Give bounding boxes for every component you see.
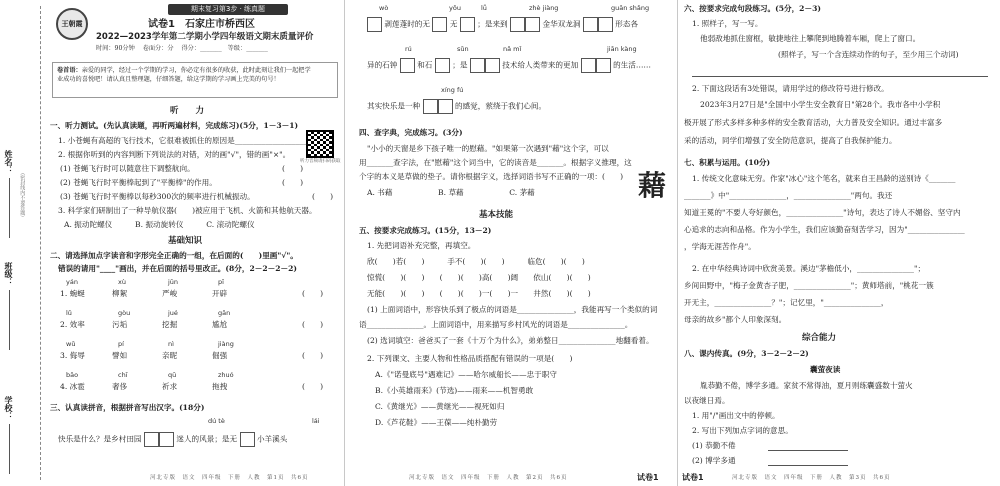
q5-1a: (1) 上面词语中，形容快乐到了极点的词语是_______________，我能再写一个类似的词 [367, 305, 658, 314]
q3-pinyin-1: dú tè [208, 417, 225, 425]
q7-1a: 1. 传统文化意味无穷。作家"冰心"这个笔名，就来自王昌龄的送别诗《_______ [692, 174, 956, 183]
char-box[interactable] [581, 58, 596, 73]
answer-line[interactable] [768, 465, 848, 466]
q5-2c: C.《黄继光》——黄继光——视死如归 [375, 402, 505, 411]
q1-3-options: A. 振动陀螺仪 B. 振动旋转仪 C. 滚动陀螺仪 [64, 220, 255, 229]
fold-line [40, 6, 41, 480]
word: 2. 效率 [60, 320, 85, 329]
q8-2b: (2) 博学多通 [692, 456, 736, 465]
q1-2: 2. 根据你听到的内容判断下列说法的对错，对的画"√"，错的画"×"。 [58, 150, 291, 159]
q3-line [58, 432, 287, 447]
q8-2: 2. 写出下列加点字词的意思。 [692, 426, 793, 435]
q1-2b: (2) 苍蝇飞行时平衡棒起到了"平衡棒"的作用。 [60, 178, 217, 187]
exam-page-1 [0, 0, 345, 486]
pinyin: lǔ [66, 309, 72, 317]
exam-page-2 [345, 0, 678, 486]
qr-label: 听力音频请扫码获取 [300, 159, 341, 164]
pinyin: wǔ [66, 340, 76, 348]
q3-text-2: 迷人的风景；是无 [176, 434, 238, 444]
pinyin: jūn [168, 278, 179, 286]
q5-1: 1. 先把词语补充完整，再填空。 [367, 241, 476, 250]
word: 污垢 [112, 320, 128, 329]
char-box[interactable] [423, 99, 438, 114]
text: ；是来到 [477, 19, 508, 29]
q8-text-2: 以夜继日焉。 [684, 396, 730, 405]
q6-2c: 采的活动，同学们增强了安全防范意识，提高了自我保护能力。 [684, 136, 897, 145]
page-footer: 河北专版 语文 四年级 下册 人教 第2页 共6页 [409, 475, 568, 482]
preface-text-1: 亲爱的同学，经过一个学期的学习，你必定有很多的收获，此时此刻让我们一起把学 [81, 67, 311, 74]
q3-line-3 [367, 58, 651, 73]
q7-heading: 七、积累与运用。(10分) [684, 158, 771, 167]
word: 1. 蜿蜒 [60, 289, 85, 298]
comp-title: 综合能力 [802, 333, 837, 343]
word: 开辟 [212, 289, 228, 298]
listen-title: 听 力 [170, 106, 205, 116]
binding-strip [0, 0, 46, 486]
class-field[interactable] [9, 290, 10, 350]
q3-line-4 [367, 99, 546, 114]
q6-2b: 极开展了形式多样多种多样的安全教育活动，大力普及安全知识。通过丰富多 [684, 118, 943, 127]
pinyin: pí [118, 340, 124, 348]
q7-1c: 知道王冕的"不要人夸好颜色，_______________"诗句，表达了诗人不媚俗、坚守内 [684, 208, 961, 217]
char-box[interactable] [470, 58, 485, 73]
grade-label: 等级： [227, 45, 247, 52]
q4-text-3: 个字的本义是草做的垫子。请你根据字义，选择词语书写不正确的一项：( ) [359, 172, 624, 181]
char-box[interactable] [598, 17, 613, 32]
char-box[interactable] [144, 432, 159, 447]
q5-1b: 语_______________。上面词语中，用来描写乡村风光的词语是_______________。 [359, 320, 633, 329]
word: 4. 冰雹 [60, 382, 85, 391]
pinyin: lǚ [481, 4, 487, 12]
banner: 期末复习第3步 · 练真题 [168, 4, 288, 15]
word: 亲昵 [162, 351, 178, 360]
pinyin: jué [168, 309, 178, 317]
q4-options: A. 书藉 B. 草藉 C. 茅藉 [367, 188, 535, 197]
q1-heading: 一、听力测试。(先认真读题，再听两遍材料，完成练习)(5分，1－3－1) [50, 121, 299, 130]
answer-paren[interactable]: ( ) [302, 320, 324, 329]
word: 奢侈 [112, 382, 128, 391]
preface-text-2: 业成功的喜悦吧！请认真且整理题，仔细答题，给这学期的学习画上完美的句号！ [57, 76, 280, 84]
text: 无 [449, 19, 458, 29]
text: 的生活…… [613, 60, 652, 70]
q7-2c: 开无主，_______________？"；记忆里，"_______________， [684, 298, 889, 307]
pinyin: bāo [66, 371, 79, 379]
text: 形态各 [615, 19, 639, 29]
char-box[interactable] [367, 17, 382, 32]
pinyin: gòu [118, 309, 131, 317]
answer-paren[interactable]: ( ) [282, 178, 304, 187]
q5-2d: D.《芦花鞋》——王葆——纯朴勤劳 [375, 418, 498, 427]
q3-pinyin-2: lái [312, 417, 320, 425]
pinyin: xù [118, 278, 126, 286]
q7-1e: ，学海无涯苦作舟"。 [684, 242, 756, 251]
q6-2a: 2023年3月27日是"全国中小学生安全教育日"第28个。我市各中小学积 [700, 100, 941, 109]
pinyin: xíng fú [441, 86, 464, 94]
school-field[interactable] [9, 424, 10, 474]
exam-info: 时间：90分钟 卷面分：分 得分：_______ 等级：_______ [96, 45, 268, 52]
word: 倔强 [212, 351, 228, 360]
q6-1a: 他弱敌地抓住窗框，敏捷地往上攀爬到地腾着车厢，爬上了窗口。 [700, 34, 921, 43]
q7-2e: 母亲的故乡"都个人印象深刻。 [684, 315, 787, 324]
q6-heading: 六、按要求完成句段练习。(5分，2－3) [684, 4, 821, 13]
q8-title: 囊萤夜读 [810, 365, 841, 374]
text: 剥莲蓬时的无 [384, 19, 430, 29]
skill-title: 基本技能 [479, 210, 514, 220]
q7-1d: 心追求的志向和品格。作为小学生，我们应该勤奋刻苦学习，因为"_______________ [684, 225, 965, 234]
pinyin: wò [379, 4, 389, 12]
q3-text-3: 小羊溪头 [256, 434, 288, 444]
q8-2a: (1) 恭勤不倦 [692, 441, 736, 450]
answer-paren[interactable]: ( ) [302, 351, 324, 360]
seal-note: （密封线内不要答题） [19, 170, 26, 220]
word: 3. 侮辱 [60, 351, 85, 360]
char-box[interactable] [460, 17, 475, 32]
q3-text-1: 快乐是什么？是乡村田园 [58, 434, 142, 444]
q2-heading-b: 错误的请用"____"画出，并在后面的括号里改正。(8分，2－2－2－2) [58, 264, 297, 273]
seal-character: 藉 [637, 169, 666, 202]
q6-1b: (照样子，写一个含连续动作的句子，至少用三个动词) [778, 50, 959, 59]
pinyin: guān shǎng [611, 4, 650, 12]
pinyin: yán [66, 278, 78, 286]
text: 技术给人类带来的更加 [502, 60, 579, 70]
page-footer: 河北专版 语文 四年级 下册 人教 第1页 共6页 [150, 475, 309, 482]
paper-tag: 试卷1 [637, 473, 659, 482]
answer-paren[interactable]: ( ) [302, 382, 324, 391]
q1-2c: (3) 苍蝇飞行时平衡棒以每秒300次的频率进行机械振动。 [60, 192, 255, 201]
q1-1: 1. 小苍蝇有高超的飞行技术，它很难被抓住的原因是____________________。 [58, 136, 319, 145]
paper-tag: 试卷1 [682, 473, 704, 482]
char-box[interactable] [159, 432, 174, 447]
score-label: 卷面分：分 [142, 45, 174, 52]
idiom-row-1[interactable]: 欣( )若( ) 手不( )( ) 临危( )( ) [367, 257, 585, 266]
page-subtitle: 2022—2023学年第二学期小学四年级语文期末质量评价 [96, 32, 314, 42]
char-box[interactable] [525, 17, 540, 32]
pinyin: pī [218, 278, 224, 286]
text: 金华双龙洞 [542, 19, 581, 29]
text: 和石 [417, 60, 433, 70]
char-box[interactable] [510, 17, 525, 32]
text: ；是 [452, 60, 468, 70]
q7-2b: 乡间田野中，"梅子金黄杏子肥，_______________"；黄师塔前，"桃花一簇 [684, 281, 934, 290]
char-box[interactable] [583, 17, 598, 32]
pinyin: jiàng [218, 340, 234, 348]
q6-1: 1. 照样子，写一写。 [692, 19, 763, 28]
char-box[interactable] [438, 99, 453, 114]
q5-2a: A.《"诺曼底号"遇难记》——哈尔威船长——忠于职守 [375, 370, 557, 379]
char-box[interactable] [240, 432, 255, 447]
class-label: 班级： [4, 262, 14, 286]
word: 严峻 [162, 289, 178, 298]
answer-paren[interactable]: ( ) [302, 289, 324, 298]
q1-3: 3. 科学家们研制出了一种导航仪器( )被应用于飞机、火箭和其他航天器。 [58, 206, 317, 215]
char-box[interactable] [485, 58, 500, 73]
word: 尴尬 [212, 320, 228, 329]
q4-text-1: "小小的天窗是乡下孩子唯一的慰藉。"如果第一次遇到"藉"这个字，可以 [367, 144, 609, 153]
pinyin: qū [168, 371, 177, 379]
pinyin: zhè jiàng [529, 4, 559, 12]
name-label: 姓名： [4, 150, 14, 174]
name-field[interactable] [9, 178, 10, 238]
q3-heading: 三、认真读拼音，根据拼音写出汉字。(18分) [50, 403, 205, 412]
text: 异的石钟 [367, 60, 398, 70]
char-box[interactable] [400, 58, 415, 73]
q5-heading: 五、按要求完成练习。(15分，13－2) [359, 226, 492, 235]
answer-paren[interactable]: ( ) [282, 164, 304, 173]
char-box[interactable] [435, 58, 450, 73]
exam-page-3 [678, 0, 1000, 486]
pinyin: jiān kàng [607, 45, 637, 53]
word: 挖掘 [162, 320, 178, 329]
q3-line-2 [367, 17, 638, 32]
word: 柳絮 [112, 289, 128, 298]
q2-heading: 二、请选择加点字读音和字形完全正确的一组，在后面的( )里画"√"。 [50, 251, 298, 260]
char-box[interactable] [432, 17, 447, 32]
q5-1c: (2) 选词填空：爸爸买了一套《十万个为什么》，弟弟整日_______________地翻看着。 [367, 336, 654, 345]
answer-line[interactable] [768, 450, 848, 451]
q6-2: 2. 下面这段话有3处错误，请用学过的修改符号进行修改。 [692, 84, 889, 93]
school-label: 学校： [4, 396, 14, 420]
pinyin: gān [218, 309, 231, 317]
pinyin: zhuó [218, 371, 234, 379]
pinyin: sǔn [457, 45, 469, 53]
q4-text-2: 用_______查字法，在"慰藉"这个词当中，它的读音是_______。根据字义推理，这 [359, 158, 632, 167]
word: 拖拽 [212, 382, 228, 391]
logo: 王朝霞 [56, 8, 88, 40]
word: 祈求 [162, 382, 178, 391]
page-footer: 河北专版 语文 四年级 下册 人教 第3页 共6页 [732, 475, 891, 482]
q1-2a: (1) 苍蝇飞行时可以随意往下调整航向。 [60, 164, 195, 173]
pinyin: rú [405, 45, 412, 53]
q8-text-1: 胤恭勤不倦，博学多通。家贫不常得油，夏月则练囊盛数十萤火 [700, 381, 913, 390]
answer-paren[interactable]: ( ) [312, 192, 334, 201]
q4-heading: 四、查字典，完成练习。(3分) [359, 128, 463, 137]
basic-title: 基础知识 [168, 236, 203, 246]
text: 其实快乐是一种 [367, 101, 421, 111]
pinyin: chī [118, 371, 128, 379]
idiom-row-3[interactable]: 无能( )( ) ( )( )一( )一 井然( )( ) [367, 289, 591, 298]
preface-box [52, 62, 338, 98]
word: 譬如 [112, 351, 128, 360]
pinyin: nì [168, 340, 174, 348]
page-title: 试卷1 石家庄市桥西区 [148, 19, 255, 30]
pinyin: yōu [449, 4, 461, 12]
q5-2b: B.《小英雄雨来》(节选)——雨来——机智勇敢 [375, 386, 534, 395]
q8-1: 1. 用"/"画出文中的停顿。 [692, 411, 780, 420]
preface-label: 卷首语： [57, 67, 82, 74]
char-box[interactable] [596, 58, 611, 73]
answer-line[interactable] [692, 76, 988, 77]
text: 的感觉，萦绕于我们心间。 [455, 101, 547, 111]
q7-1b: _______》中"_______________，_______________"两句。我还 [684, 191, 893, 200]
total-label: 得分： [181, 45, 201, 52]
q5-2: 2. 下列课文、主要人物和性格品质搭配有错误的一项是( ) [367, 354, 573, 363]
time-label: 时间：90分钟 [96, 45, 135, 52]
pinyin: nǎ mǐ [503, 45, 522, 53]
q7-2a: 2. 在中华经典诗词中欣赏美景。溪边"茅檐低小，_______________"； [692, 264, 926, 273]
idiom-row-2[interactable]: 惊慌( )( ) ( )( )高( )阔 依山( )( ) [367, 273, 591, 282]
q8-heading: 八、课内传真。(9分，3－2－2－2) [684, 349, 809, 358]
